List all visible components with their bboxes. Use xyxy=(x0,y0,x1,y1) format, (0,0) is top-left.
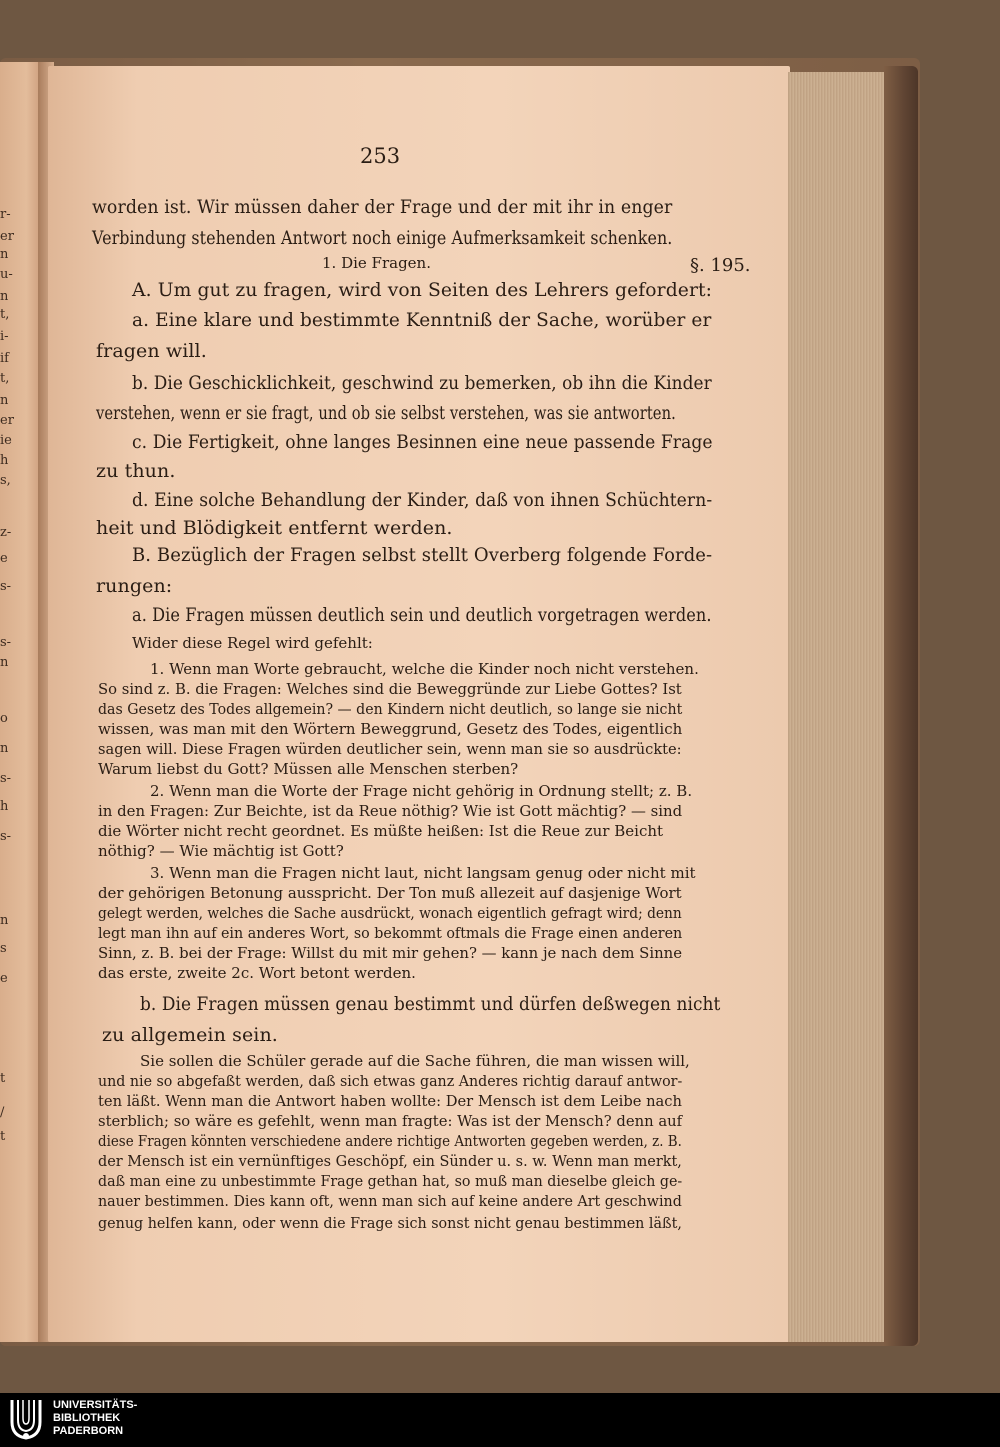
left-page-fragment: h xyxy=(0,454,9,467)
left-page-fragment: s xyxy=(0,942,7,955)
left-page-fragment: t, xyxy=(0,372,10,385)
left-page-fragment: ie xyxy=(0,434,12,447)
left-page-fragment: s, xyxy=(0,474,11,487)
left-page-fragment: e xyxy=(0,552,8,565)
text-line: Sie sollen die Schüler gerade auf die Sache führen, die man wissen will, xyxy=(140,1052,690,1070)
text-line: zu allgemein sein. xyxy=(102,1024,278,1046)
left-page-fragment: t xyxy=(0,1130,6,1143)
left-page-fragment: t, xyxy=(0,308,10,321)
text-line: a. Eine klare und bestimmte Kenntniß der Sache, worüber er xyxy=(132,309,712,331)
book-back-cover xyxy=(884,66,918,1346)
library-name-line-3: PADERBORN xyxy=(53,1425,124,1437)
left-page-fragment: n xyxy=(0,248,9,261)
text-line: und nie so abgefaßt werden, daß sich etwas ganz Anderes richtig darauf antwor- xyxy=(98,1072,683,1090)
text-line: worden ist. Wir müssen daher der Frage und der mit ihr in enger xyxy=(92,196,673,218)
text-line: das erste, zweite 2c. Wort betont werden. xyxy=(98,964,416,982)
left-page-fragment: n xyxy=(0,656,9,669)
text-line: der Mensch ist ein vernünftiges Geschöpf, ein Sünder u. s. w. Wenn man merkt, xyxy=(98,1152,682,1170)
text-line: c. Die Fertigkeit, ohne langes Besinnen eine neue passende Frage xyxy=(132,431,713,453)
left-page-fragment: / xyxy=(0,1106,5,1119)
library-footer xyxy=(0,1393,1000,1447)
text-line: 2. Wenn man die Worte der Frage nicht gehörig in Ordnung stellt; z. B. xyxy=(150,782,693,800)
text-line: Sinn, z. B. bei der Frage: Willst du mit mir gehen? — kann je nach dem Sinne xyxy=(98,944,683,962)
text-line: 3. Wenn man die Fragen nicht laut, nicht langsam genug oder nicht mit xyxy=(150,864,696,882)
text-line: die Wörter nicht recht geordnet. Es müßte heißen: Ist die Reue zur Beicht xyxy=(98,822,664,840)
text-line: fragen will. xyxy=(96,340,207,362)
text-line: nauer bestimmen. Dies kann oft, wenn man sich auf keine andere Art geschwind xyxy=(98,1192,682,1210)
left-page-fragment: er xyxy=(0,414,14,427)
text-line: legt man ihn auf ein anderes Wort, so bekommt oftmals die Frage einen anderen xyxy=(98,924,683,942)
text-line: genug helfen kann, oder wenn die Frage sich sonst nicht genau bestimmen läßt, xyxy=(98,1214,682,1232)
library-name-line-1: UNIVERSITÄTS- xyxy=(53,1399,138,1411)
text-line: verstehen, wenn er sie fragt, und ob sie selbst verstehen, was sie antworten. xyxy=(96,402,676,424)
text-line: wissen, was man mit den Wörtern Beweggrund, Gesetz des Todes, eigentlich xyxy=(98,720,683,738)
text-line: b. Die Geschicklichkeit, geschwind zu bemerken, ob ihn die Kinder xyxy=(132,372,712,394)
library-name-line-2: BIBLIOTHEK xyxy=(53,1412,121,1424)
text-line: der gehörigen Betonung ausspricht. Der Ton muß allezeit auf dasjenige Wort xyxy=(98,884,682,902)
library-name xyxy=(53,1399,137,1438)
left-page-fragment: er xyxy=(0,230,14,243)
text-line: in den Fragen: Zur Beichte, ist da Reue nöthig? Wie ist Gott mächtig? — sind xyxy=(98,802,683,820)
left-page-fragment: i- xyxy=(0,330,9,343)
left-page-fragment: s- xyxy=(0,636,12,649)
left-page-fragment: n xyxy=(0,394,9,407)
text-line: rungen: xyxy=(96,575,173,597)
text-line: sterblich; so wäre es gefehlt, wenn man fragte: Was ist der Mensch? denn auf xyxy=(98,1112,683,1130)
text-line: b. Die Fragen müssen genau bestimmt und dürfen deßwegen nicht xyxy=(140,993,721,1015)
page-number: 253 xyxy=(360,144,401,168)
left-page-fragment: z- xyxy=(0,526,12,539)
library-logo-icon xyxy=(6,1396,46,1442)
text-line: sagen will. Diese Fragen würden deutlicher sein, wenn man sie so ausdrückte: xyxy=(98,740,682,758)
left-page-fragment: s- xyxy=(0,830,12,843)
left-page-fragment: if xyxy=(0,352,9,365)
left-page-fragment: n xyxy=(0,290,9,303)
left-page-fragment: s- xyxy=(0,772,12,785)
text-line: nöthig? — Wie mächtig ist Gott? xyxy=(98,842,344,860)
text-line: zu thun. xyxy=(96,460,176,482)
left-page-fragment: e xyxy=(0,972,8,985)
left-page-fragment: u- xyxy=(0,268,13,281)
left-page-fragment: o xyxy=(0,712,8,725)
text-line: So sind z. B. die Fragen: Welches sind die Beweggründe zur Liebe Gottes? Ist xyxy=(98,680,682,698)
text-line: Warum liebst du Gott? Müssen alle Menschen sterben? xyxy=(98,760,519,778)
text-line: das Gesetz des Todes allgemein? — den Kindern nicht deutlich, so lange sie nicht xyxy=(98,700,683,718)
section-reference: §. 195. xyxy=(690,255,751,276)
text-line: ten läßt. Wenn man die Antwort haben wollte: Der Mensch ist dem Leibe nach xyxy=(98,1092,682,1110)
text-line: a. Die Fragen müssen deutlich sein und deutlich vorgetragen werden. xyxy=(132,604,712,626)
page-edges xyxy=(788,72,886,1342)
left-page-fragment: n xyxy=(0,742,9,755)
left-page-fragment: r- xyxy=(0,208,11,221)
text-line: d. Eine solche Behandlung der Kinder, daß von ihnen Schüchtern- xyxy=(132,489,713,511)
text-line: 1. Wenn man Worte gebraucht, welche die Kinder noch nicht verstehen. xyxy=(150,660,699,678)
left-page-fragment: s- xyxy=(0,580,12,593)
text-line: diese Fragen könnten verschiedene andere richtige Antworten gegeben werden, z. B. xyxy=(98,1132,682,1150)
text-line: daß man eine zu unbestimmte Frage gethan hat, so muß man dieselbe gleich ge- xyxy=(98,1172,683,1190)
left-page-fragment: n xyxy=(0,914,9,927)
text-line: A. Um gut zu fragen, wird von Seiten des Lehrers gefordert: xyxy=(132,279,713,301)
section-heading: 1. Die Fragen. xyxy=(322,254,431,272)
text-line: heit und Blödigkeit entfernt werden. xyxy=(96,517,453,539)
text-line: B. Bezüglich der Fragen selbst stellt Overberg folgende Forde- xyxy=(132,544,713,566)
text-line: Verbindung stehenden Antwort noch einige Aufmerksamkeit schenken. xyxy=(92,227,673,249)
left-page-fragment: t xyxy=(0,1072,6,1085)
text-line: Wider diese Regel wird gefehlt: xyxy=(132,634,373,652)
text-line: gelegt werden, welches die Sache ausdrückt, wonach eigentlich gefragt wird; denn xyxy=(98,904,682,922)
left-page-fragment: h xyxy=(0,800,9,813)
